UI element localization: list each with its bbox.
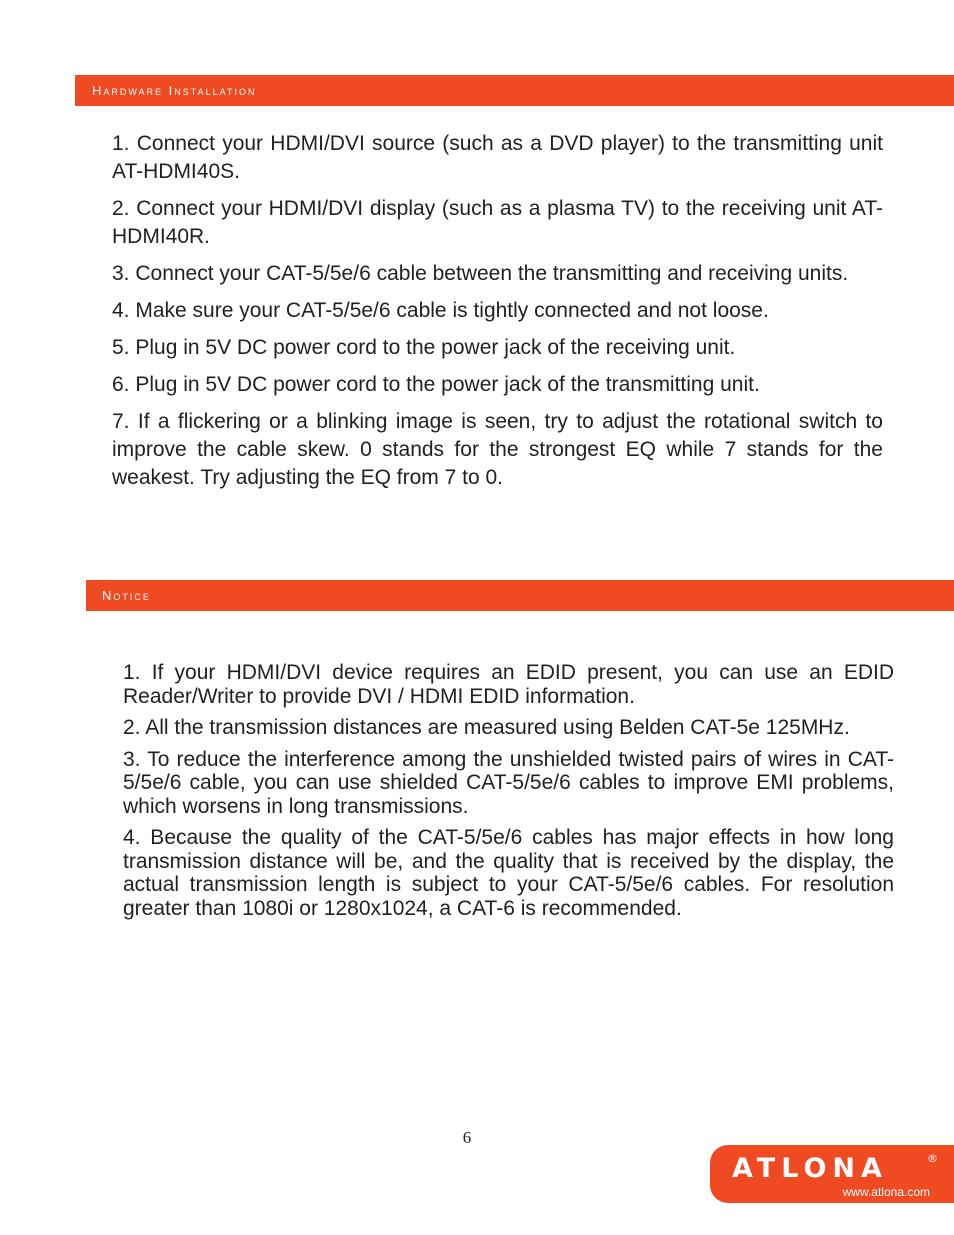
list-item: 4. Because the quality of the CAT-5/5e/6 cables has major effects in how long transmission distance will be, and the quality that is received by the display, the actual transmission length is subject to your CAT-5/5e/6 cables. For resolution greater than 1080i or 1280x1024, a CAT-6 is recommended. — [123, 826, 894, 920]
list-item: 4. Make sure your CAT-5/5e/6 cable is tightly connected and not loose. — [112, 299, 769, 322]
list-item: 7. If a flickering or a blinking image is seen, try to adjust the rotational switch to improve the cable skew. 0 stands for the strongest EQ while 7 stands for the weakest. Try adjusting the EQ from 7 to 0. — [112, 410, 883, 489]
list-item: 6. Plug in 5V DC power cord to the power jack of the transmitting unit. — [112, 373, 760, 396]
list-item: 3. Connect your CAT-5/5e/6 cable between the transmitting and receiving units. — [112, 262, 849, 285]
logo-wordmark: ATLONA — [732, 1153, 888, 1184]
hardware-installation-steps — [112, 130, 883, 501]
list-item: 5. Plug in 5V DC power cord to the power jack of the receiving unit. — [112, 336, 736, 359]
notice-list — [123, 661, 894, 928]
section-title: Notice — [102, 588, 151, 603]
list-item: 1. If your HDMI/DVI device requires an EDID present, you can use an EDID Reader/Writer to provide DVI / HDMI EDID information. — [123, 661, 894, 708]
registered-mark: ® — [927, 1152, 938, 1165]
notice-header — [86, 580, 954, 611]
list-item: 2. All the transmission distances are measured using Belden CAT-5e 125MHz. — [123, 716, 850, 739]
list-item: 2. Connect your HDMI/DVI display (such as a plasma TV) to the receiving unit AT-HDMI40R. — [112, 197, 883, 248]
page-number: 6 — [462, 1128, 472, 1147]
website-url: www.atlona.com — [842, 1185, 930, 1199]
atlona-logo — [710, 1145, 954, 1203]
list-item: 1. Connect your HDMI/DVI source (such as a DVD player) to the transmitting unit AT-HDMI40S. — [112, 132, 883, 183]
list-item: 3. To reduce the interference among the unshielded twisted pairs of wires in CAT-5/5e/6 cable, you can use shielded CAT-5/5e/6 cables to improve EMI problems, which worsens in long transmissions. — [123, 747, 894, 818]
hardware-installation-header — [75, 75, 954, 106]
section-title: Hardware Installation — [92, 83, 257, 98]
